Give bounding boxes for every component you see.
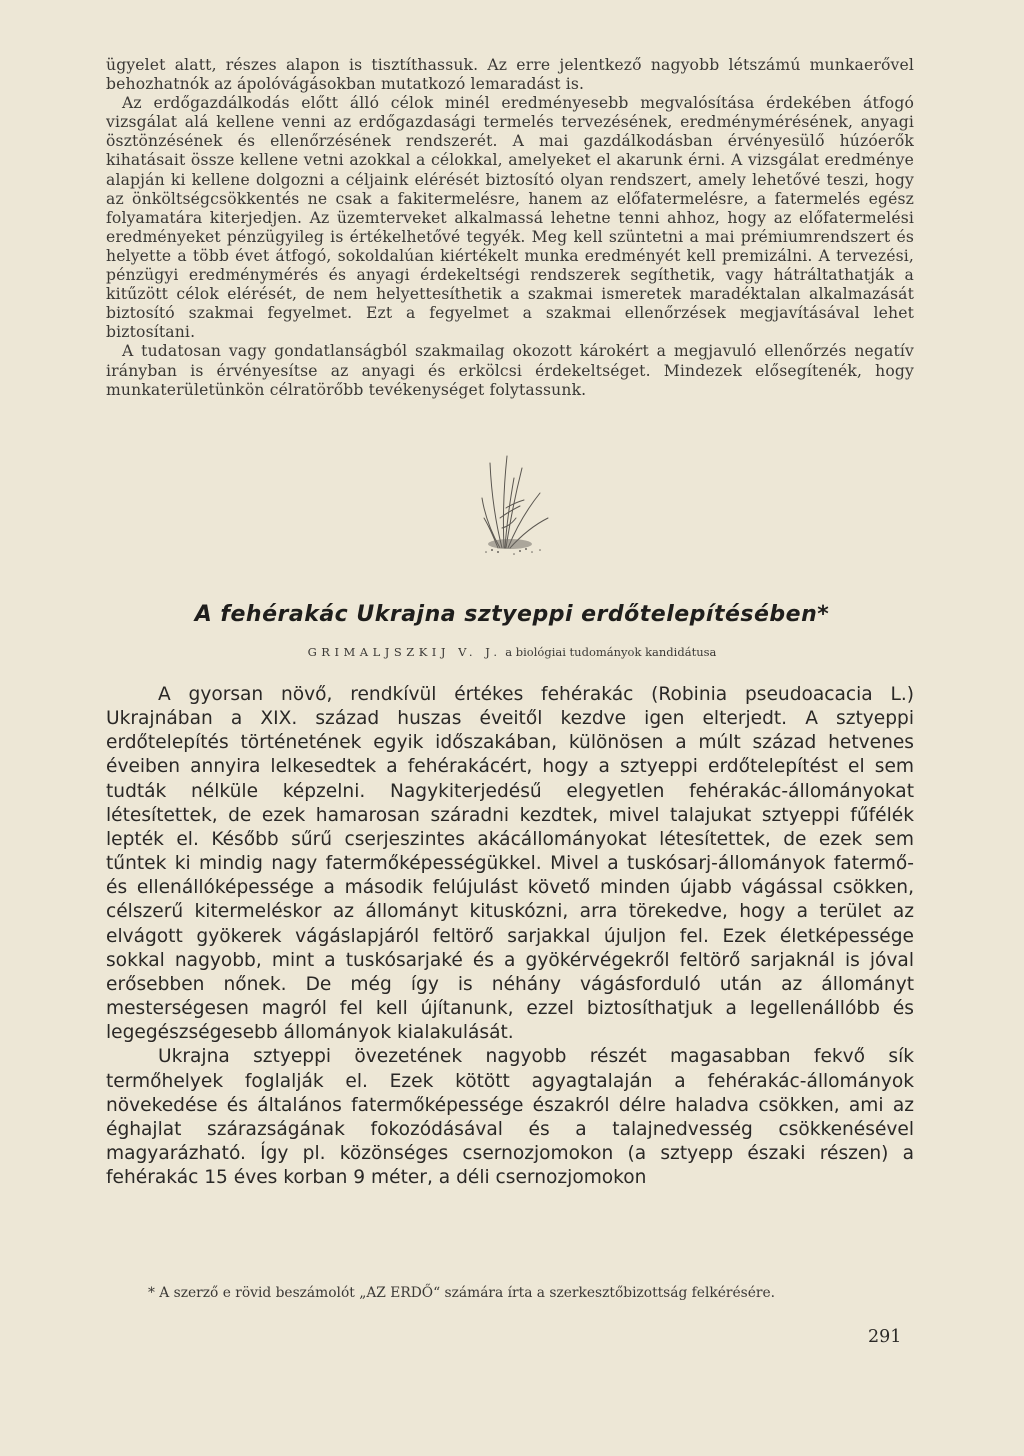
footnote: * A szerző e rövid beszámolót „AZ ERDŐ“ számára írta a szerkesztőbizottság felkérésére. <box>148 1285 776 1301</box>
grass-ornament-icon <box>462 448 562 558</box>
intro-paragraph-2: Az erdőgazdálkodás előtt álló célok minél eredményesebb megvalósítása érdekében átfogó vizsgálat alá kellene venni az erdőgazdasági termelés tervezésének, eredménymérésének, anyagi ösztönzésének és ellenőrzésének rendszerét. A mai gazdálkodásban érvényesülő húzóerők kihatásait össze kellene vetni azokkal a célokkal, amelyeket el akarunk érni. A vizsgálat eredménye alapján ki kellene dolgozni a céljaink elérését biztosító olyan rendszert, amely lehetővé teszi, hogy az önköltségcsökkentés ne csak a fakitermelésre, hanem az előfatermelésre, a fatermelés egész folyamatára kiterjedjen. Az üzemterveket alkalmassá lehetne tenni ahhoz, hogy az előfatermelési eredményeket pénzügyileg is értékelhetővé tegyék. Meg kell szüntetni a mai prémiumrendszert és helyette a több évet átfogó, sokoldalúan kiértékelt munka eredményét kell premizálni. A tervezési, pénzügyi eredménymérés és anyagi érdekeltségi rendszerek segíthetik, vagy hátráltathatják a kitűzött célok elérését, de nem helyettesíthetik a szakmai ismeretek maradéktalan alkalmazását biztosító szakmai fegyelmet. Ezt a fegyelmet a szakmai ellenőrzések megjavításával lehet biztosítani. <box>106 94 914 342</box>
article-byline <box>100 645 924 659</box>
article-paragraph-2: Ukrajna sztyeppi övezetének nagyobb részét magasabban fekvő sík termőhelyek foglalják el. Ezek kötött agyagtalaján a fehérakác-állományok növekedése és általános fatermőképessége északról délre haladva csökken, ami az éghajlat szárazságának fokozódásával és a talajnedvesség csökkenésével magyarázható. Így pl. közönséges csernozjomokon (a sztyepp északi részen) a fehérakác 15 éves korban 9 méter, a déli csernozjomokon <box>106 1046 914 1189</box>
article-paragraph-1: A gyorsan növő, rendkívül értékes fehérakác (Robinia pseudoacacia L.) Ukrajnában a XIX. század huszas éveitől kezdve igen elterjedt. A sztyeppi erdőtelepítés történetének egyik időszakában, különösen a múlt század hetvenes éveiben annyira lelkesedtek a fehérakácért, hogy a sztyeppi erdőtelepítést el sem tudták nélküle képzelni. Nagykiterjedésű elegyetlen fehérakác-állományokat létesítettek, de ezek hamarosan száradni kezdtek, mivel talajukat sztyeppi fűfélék lepték el. Később sűrű cserjeszintes akácállományokat létesítettek, de ezek sem tűntek ki mindig nagy fatermőképességükkel. Mivel a tuskósarj-állományok fatermő- és ellenállóképessége a második felújulást követő minden újabb vágással csökken, célszerű kitermeléskor az állományt kituskózni, arra törekedve, hogy a terület az elvágott gyökerek vágáslapjáról feltörő sarjakkal újuljon fel. Ezek életképessége sokkal nagyobb, mint a tuskósarjaké és a gyökérvégekről feltörő sarjaknál is jóval erősebben nőnek. De még így is néhány vágásforduló után az állományt mesterségesen magról fel kell újítanunk, ezzel biztosíthatjuk a legellenállóbb és legegészségesebb állományok kialakulását. <box>106 684 914 1044</box>
previous-article-ending <box>106 56 914 400</box>
article-title: A fehérakác Ukrajna sztyeppi erdőtelepítésében* <box>194 602 830 627</box>
intro-paragraph-3: A tudatosan vagy gondatlanságból szakmailag okozott károkért a megjavuló ellenőrzés negatív irányban is érvényesítse az anyagi és erkölcsi érdekeltséget. Mindezek elősegítenék, hogy munkaterületünkön célratörőbb tevékenységet folytassunk. <box>106 342 914 399</box>
intro-paragraph-1: ügyelet alatt, részes alapon is tisztíthassuk. Az erre jelentkező nagyobb létszámú munkaerővel behozhatnók az ápolóvágásokban mutatkozó lemaradást is. <box>106 56 914 94</box>
article-body <box>106 683 914 1190</box>
page-number: 291 <box>868 1327 902 1347</box>
author-title: a biológiai tudományok kandidátusa <box>505 645 717 659</box>
author-name: GRIMALJSZKIJ V. J. <box>307 645 502 659</box>
